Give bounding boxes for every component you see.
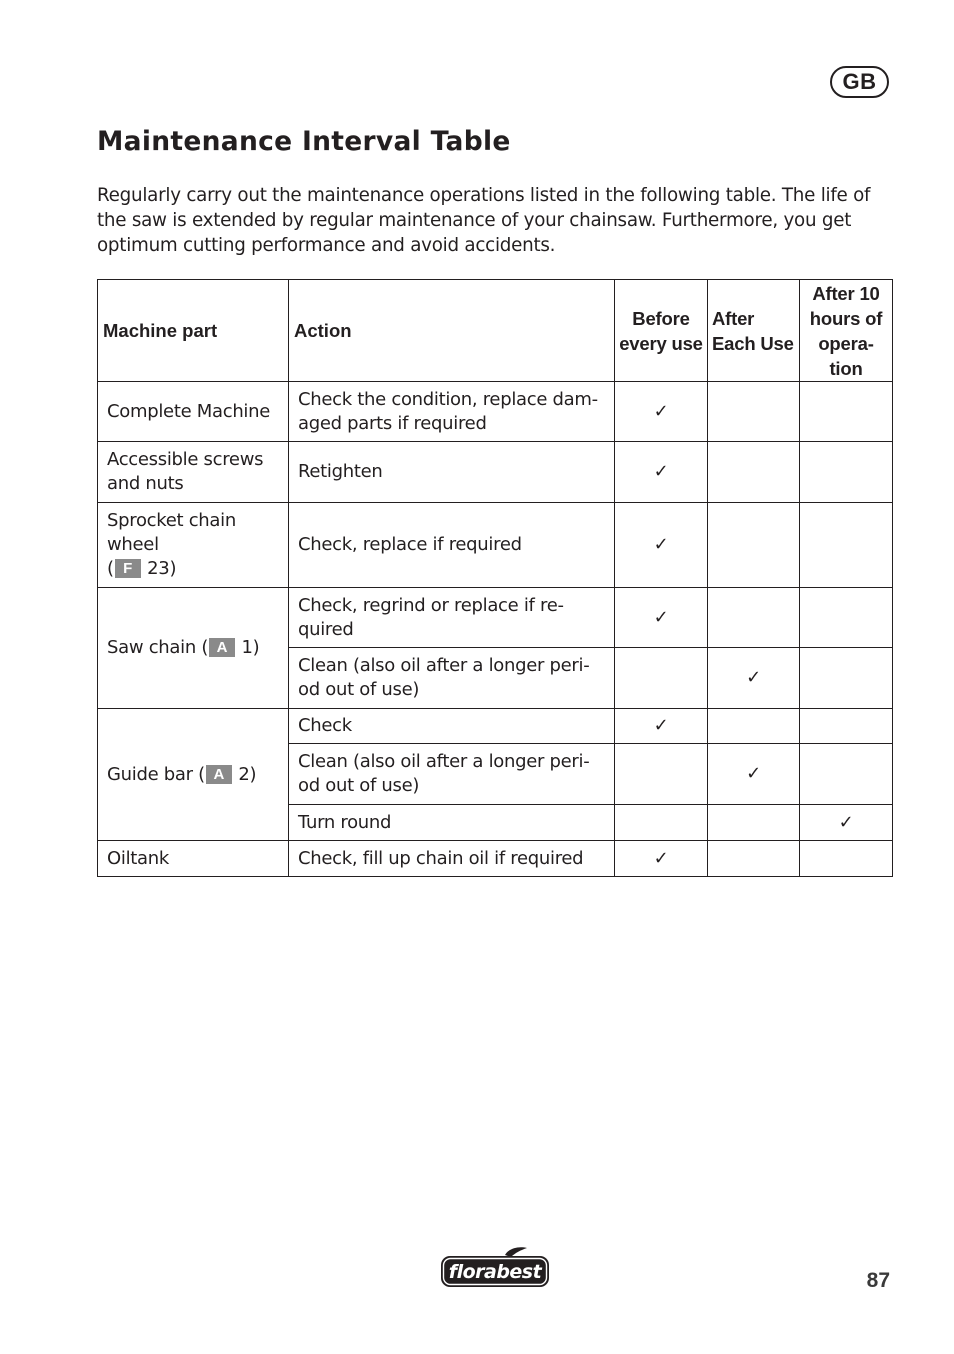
check-mark-icon: ✓ [653,461,669,482]
check-10h-cell [800,709,893,744]
check-before-cell [615,709,708,744]
machine-part-cell: Accessible screws and nuts [98,442,289,503]
figure-ref-number: 2) [238,763,257,785]
check-10h-cell [800,382,893,442]
florabest-logo [439,1246,551,1290]
action-cell: Clean (also oil after a longer peri-od out of use) [289,648,615,709]
check-mark-icon: ✓ [746,763,761,784]
check-before-cell [615,744,708,805]
check-after-cell [708,588,800,648]
check-after-cell [708,442,800,503]
action-cell: Check the condition, replace dam-aged parts if required [289,382,615,442]
figure-ref-badge: F [115,559,141,578]
check-before-cell [615,648,708,709]
table-row [98,442,893,503]
table-row [98,503,893,588]
figure-ref-number: 23 [147,558,170,579]
table-row [98,841,893,877]
action-cell: Check, regrind or replace if re-quired [289,588,615,648]
header-machine-part: Machine part [98,280,289,382]
intro-paragraph: Regularly carry out the maintenance operations listed in the following table. The life of the saw is extended by regular maintenance of your chainsaw. Furthermore, you get optimum cutting performance and avoid accidents. [97,185,871,256]
table-header-row [98,280,893,382]
check-after-cell [708,805,800,841]
logo-text: florabest [448,1261,542,1283]
page-number: 87 [866,1269,890,1292]
table-row [98,709,893,744]
figure-ref-badge: A [206,765,232,784]
check-after-cell [708,648,800,709]
logo-leaf [505,1247,527,1257]
check-10h-cell [800,648,893,709]
check-10h-cell [800,744,893,805]
machine-part-cell [98,588,289,709]
action-cell: Retighten [289,442,615,503]
check-before-cell [615,805,708,841]
machine-part-cell: Sprocket chain wheel ( F 23) [98,503,289,588]
machine-part-cell [98,709,289,841]
figure-ref-number: 1) [241,637,260,658]
header-after-each-use: After Each Use [708,280,800,382]
action-cell: Check, replace if required [289,503,615,588]
check-mark-icon: ✓ [653,715,669,736]
check-10h-cell [800,442,893,503]
check-mark-icon: ✓ [838,811,854,833]
figure-ref-badge: A [209,638,235,657]
machine-part-label: Sprocket chain wheel [107,510,236,555]
check-before-cell [615,588,708,648]
check-after-cell [708,503,800,588]
check-before-cell [615,841,708,877]
page-title: Maintenance Interval Table [97,126,511,157]
machine-part-label: Saw chain ( [107,637,209,658]
table-row [98,588,893,648]
header-after-10-hours: After 10 hours of opera-tion [800,280,893,382]
check-mark-icon: ✓ [746,667,761,688]
check-10h-cell [800,841,893,877]
check-mark-icon: ✓ [653,606,669,628]
action-cell: Check [289,709,615,744]
check-after-cell [708,709,800,744]
check-after-cell [708,382,800,442]
check-10h-cell [800,805,893,841]
check-after-cell [708,841,800,877]
check-10h-cell [800,503,893,588]
header-action: Action [289,280,615,382]
action-cell: Clean (also oil after a longer peri-od out of use) [289,744,615,805]
check-before-cell [615,442,708,503]
table-row [98,382,893,442]
check-before-cell [615,382,708,442]
action-cell: Turn round [289,805,615,841]
machine-part-cell: Complete Machine [98,382,289,442]
machine-part-cell: Oiltank [98,841,289,877]
machine-part-label: Guide bar ( [107,763,205,785]
check-10h-cell [800,588,893,648]
check-mark-icon: ✓ [653,847,669,869]
check-before-cell [615,503,708,588]
check-after-cell [708,744,800,805]
maintenance-interval-table [97,279,893,877]
language-badge: GB [830,66,889,98]
header-before-every-use: Before every use [615,280,708,382]
check-mark-icon: ✓ [653,400,669,422]
check-mark-icon: ✓ [653,534,669,555]
action-cell: Check, fill up chain oil if required [289,841,615,877]
